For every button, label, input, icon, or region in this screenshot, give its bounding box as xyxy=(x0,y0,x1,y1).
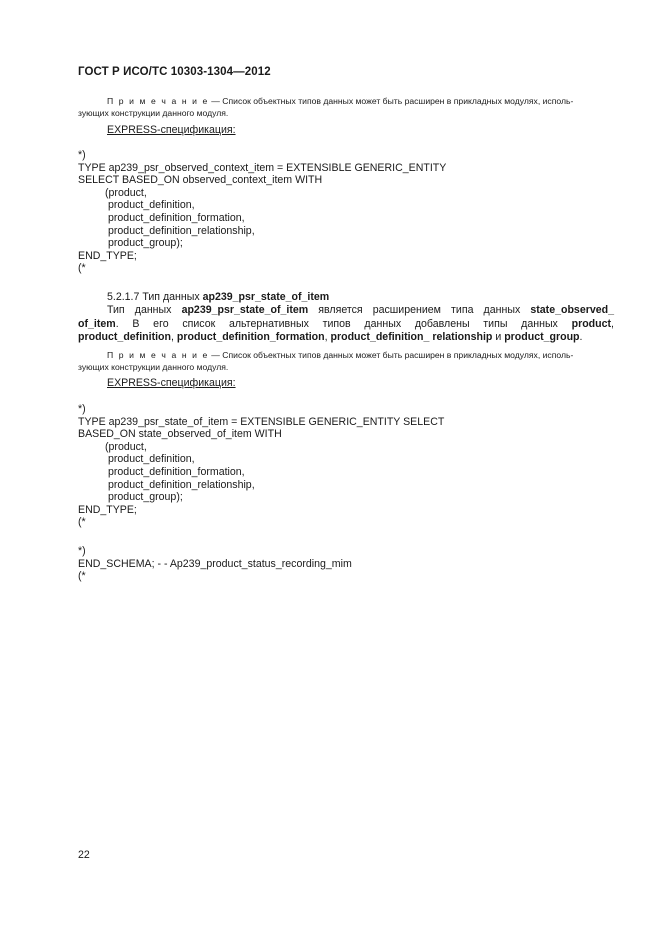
section-title-name: ap239_psr_state_of_item xyxy=(202,291,330,303)
para-text: . xyxy=(579,331,583,344)
para-bold: product_definition_ relationship xyxy=(330,331,493,344)
para-text: , xyxy=(324,331,328,344)
code-line: *) xyxy=(78,403,86,415)
section-number: 5.2.1.7 xyxy=(107,291,140,303)
code-line: END_SCHEMA; - - Ap239_product_status_recording_mim xyxy=(78,557,352,570)
code-line: TYPE ap239_psr_state_of_item = EXTENSIBLE GENERIC_ENTITY SELECT xyxy=(78,415,445,428)
express-code-block-3 xyxy=(78,545,352,583)
document-header: ГОСТ Р ИСО/ТС 10303-1304—2012 xyxy=(78,66,271,78)
para-text: Тип данных xyxy=(107,304,172,316)
express-code-block-1 xyxy=(78,149,446,275)
code-line: (* xyxy=(78,262,86,275)
code-line: *) xyxy=(78,149,86,161)
code-line: product_definition, xyxy=(108,453,195,466)
code-line: (* xyxy=(78,570,86,583)
code-line: BASED_ON state_observed_of_item WITH xyxy=(78,428,282,441)
note-text-line2: зующих конструкции данного модуля. xyxy=(78,362,229,372)
para-bold: product_group xyxy=(504,331,580,344)
code-line: (product, xyxy=(105,186,147,199)
page-number: 22 xyxy=(78,849,90,861)
code-line: product_definition, xyxy=(108,199,195,212)
para-bold: state_observed_ xyxy=(530,304,614,316)
section-title-prefix: Тип данных xyxy=(142,291,200,303)
note-1 xyxy=(78,95,616,119)
express-spec-label-2: EXPRESS-спецификация: xyxy=(107,377,236,389)
code-line: product_definition_relationship, xyxy=(108,478,255,491)
section-paragraph xyxy=(78,304,614,345)
para-bold: product_definition xyxy=(78,331,171,344)
note-text-line2: зующих конструкции данного модуля. xyxy=(78,108,229,118)
para-text: . В его список альтернативных типов данных добавлены типы данных xyxy=(115,317,558,330)
code-line: *) xyxy=(78,545,86,557)
code-line: END_TYPE; xyxy=(78,249,137,262)
para-text: , xyxy=(611,317,614,330)
para-text: , xyxy=(170,331,174,344)
code-line: product_group); xyxy=(108,491,183,504)
para-text: является расширением типа данных xyxy=(318,304,521,316)
code-line: SELECT BASED_ON observed_context_item WITH xyxy=(78,174,323,187)
section-heading xyxy=(107,291,329,303)
code-line: product_definition_formation, xyxy=(108,211,245,224)
para-bold: product xyxy=(571,317,612,330)
code-line: product_definition_relationship, xyxy=(108,224,255,237)
note-label: П р и м е ч а н и е xyxy=(107,350,209,360)
note-text-line1: — Список объектных типов данных может быть расширен в прикладных модулях, исполь- xyxy=(208,96,574,106)
code-line: END_TYPE; xyxy=(78,503,137,516)
note-label: П р и м е ч а н и е xyxy=(107,96,209,106)
para-text: и xyxy=(495,331,502,344)
para-bold: product_definition_formation xyxy=(176,331,325,344)
note-text-line1: — Список объектных типов данных может быть расширен в прикладных модулях, исполь- xyxy=(208,350,574,360)
code-line: TYPE ap239_psr_observed_context_item = EXTENSIBLE GENERIC_ENTITY xyxy=(78,161,447,174)
code-line: (* xyxy=(78,516,86,529)
para-bold: of_item xyxy=(78,317,116,330)
note-2 xyxy=(78,349,616,373)
code-line: (product, xyxy=(105,440,147,453)
express-code-block-2 xyxy=(78,403,444,529)
para-bold: ap239_psr_state_of_item xyxy=(181,304,309,316)
code-line: product_definition_formation, xyxy=(108,465,245,478)
code-line: product_group); xyxy=(108,237,183,250)
express-spec-label-1: EXPRESS-спецификация: xyxy=(107,124,236,136)
